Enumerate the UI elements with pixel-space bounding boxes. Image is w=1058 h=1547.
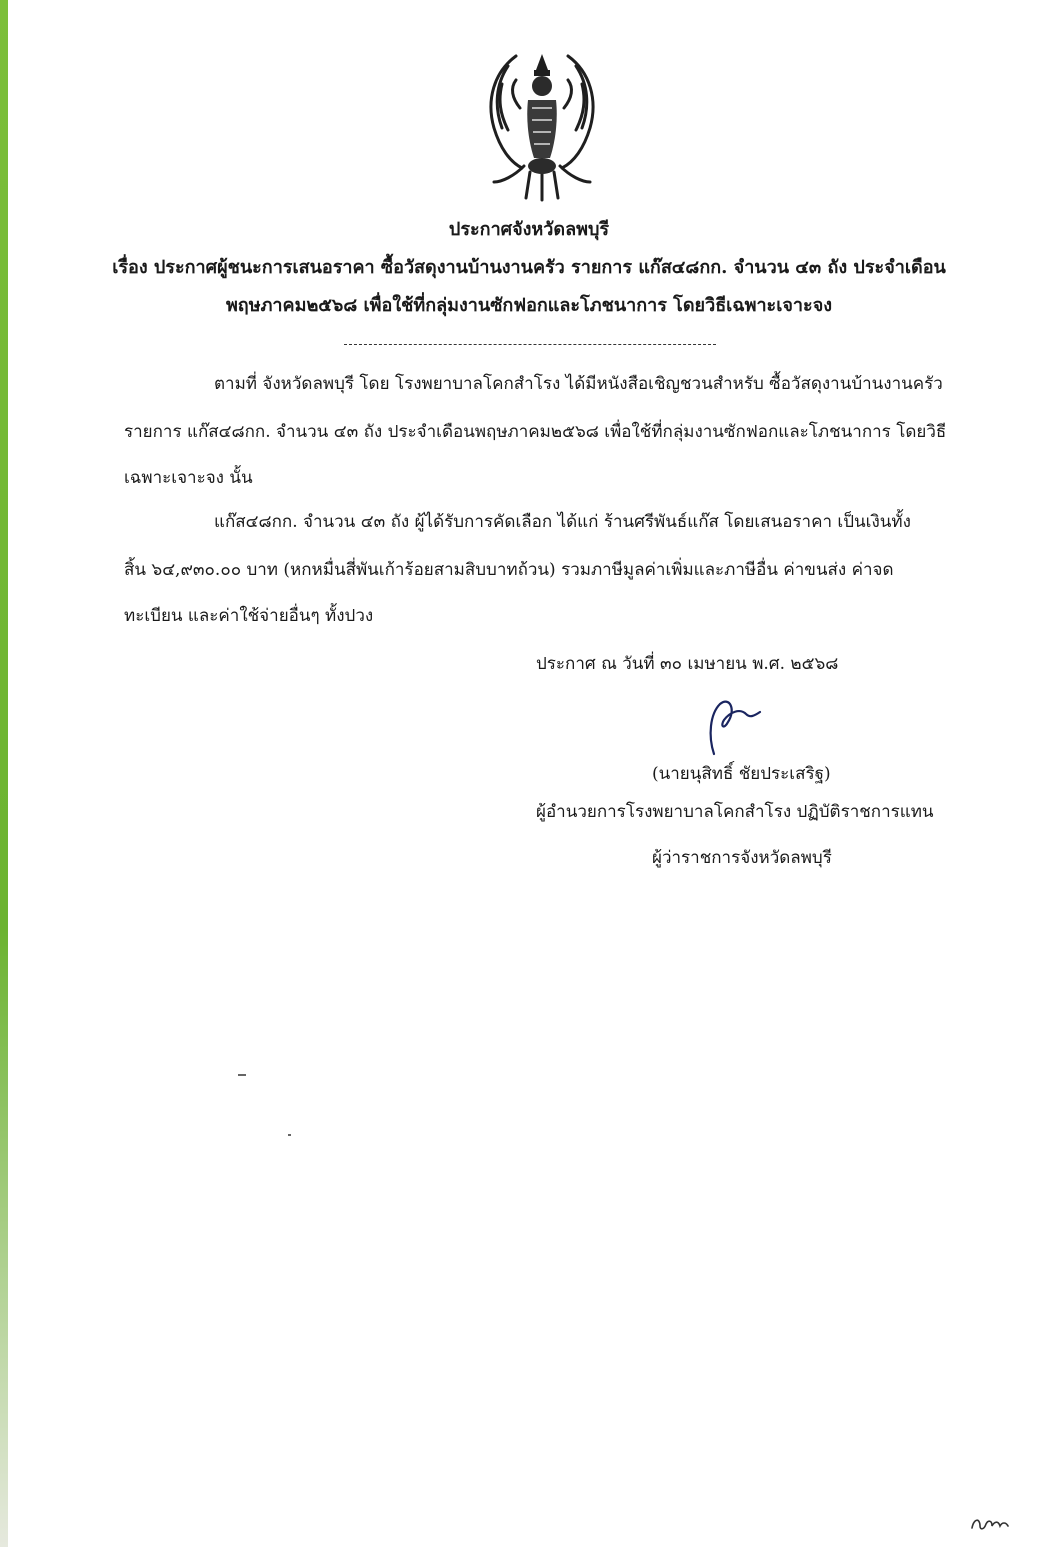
separator-line (344, 344, 716, 345)
scan-speck (238, 1074, 246, 1076)
announcement-date: ประกาศ ณ วันที่ ๓๐ เมษายน พ.ศ. ๒๕๖๘ (536, 654, 839, 674)
signer-position: ผู้อำนวยการโรงพยาบาลโคกสำโรง ปฏิบัติราชการแทน (536, 802, 934, 822)
document-subject-line: พฤษภาคม๒๕๖๘ เพื่อใช้ที่กลุ่มงานซักฟอกและโภชนาการ โดยวิธีเฉพาะเจาะจง (225, 295, 833, 316)
body-paragraph-line: รายการ แก๊ส๔๘กก. จำนวน ๔๓ ถัง ประจำเดือนพฤษภาคม๒๕๖๘ เพื่อใช้ที่กลุ่มงานซักฟอกและโภชนาการ โดยวิธี (124, 422, 947, 442)
body-paragraph-line: แก๊ส๔๘กก. จำนวน ๔๓ ถัง ผู้ได้รับการคัดเลือก ได้แก่ ร้านศรีพันธ์แก๊ส โดยเสนอราคา เป็นเงินทั้ง (214, 512, 911, 532)
scan-speck (288, 1134, 291, 1136)
body-paragraph-line: ทะเบียน และค่าใช้จ่ายอื่นๆ ทั้งปวง (124, 606, 374, 626)
signer-name: (นายนุสิทธิ์ ชัยประเสริฐ) (652, 764, 831, 784)
signer-position: ผู้ว่าราชการจังหวัดลพบุรี (652, 848, 832, 868)
document-subject-line: เรื่อง ประกาศผู้ชนะการเสนอราคา ซื้อวัสดุงานบ้านงานครัว รายการ แก๊ส๔๘กก. จำนวน ๔๓ ถัง ประจำเดือน (112, 257, 946, 278)
document-title: ประกาศจังหวัดลพบุรี (448, 219, 610, 240)
initials-mark (968, 1512, 1018, 1534)
body-paragraph-line: ตามที่ จังหวัดลพบุรี โดย โรงพยาบาลโคกสำโรง ได้มีหนังสือเชิญชวนสำหรับ ซื้อวัสดุงานบ้านงานครัว (214, 374, 943, 394)
signature-mark (694, 692, 764, 756)
garuda-emblem-icon (472, 48, 612, 204)
body-paragraph-line: เฉพาะเจาะจง นั้น (124, 468, 253, 488)
body-paragraph-line: สิ้น ๖๔,๙๓๐.๐๐ บาท (หกหมื่นสี่พันเก้าร้อยสามสิบบาทถ้วน) รวมภาษีมูลค่าเพิ่มและภาษีอื่น ค่าขนส่ง ค่าจด (124, 560, 894, 580)
